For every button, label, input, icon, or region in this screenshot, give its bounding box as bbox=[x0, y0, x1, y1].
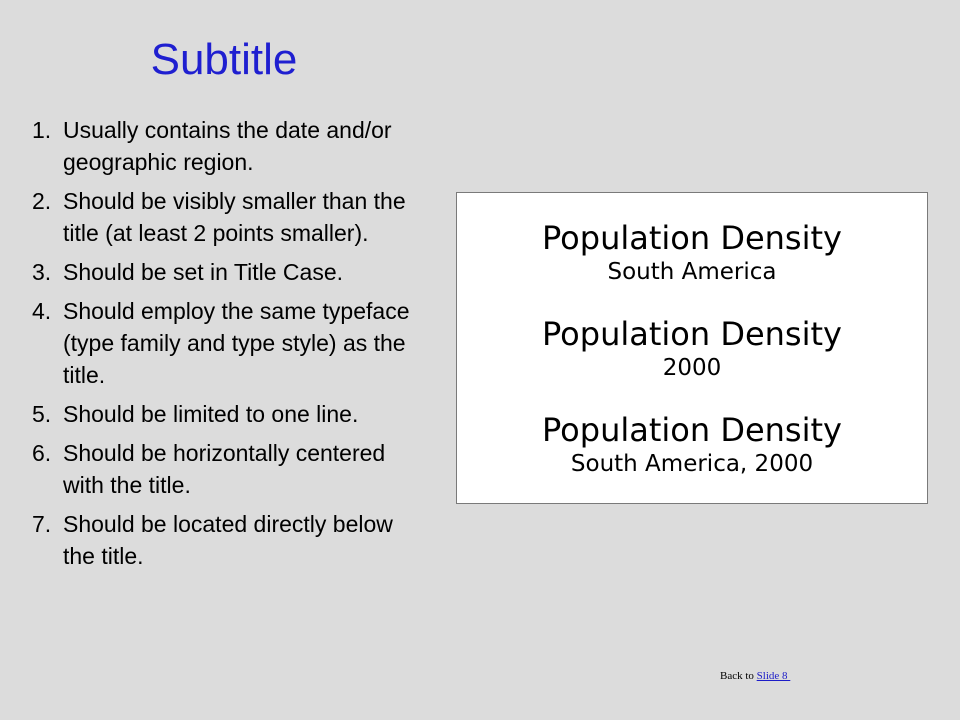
slide-8-link[interactable]: Slide 8 bbox=[756, 670, 791, 682]
back-navigation bbox=[720, 669, 790, 683]
rule-text: Usually contains the date and/or geographic region. bbox=[63, 117, 392, 175]
rule-item bbox=[32, 437, 424, 501]
rule-number: 3. bbox=[32, 259, 52, 285]
rule-item bbox=[32, 508, 424, 572]
subtitle-rules-list bbox=[32, 114, 424, 579]
rule-number: 1. bbox=[32, 117, 52, 143]
rule-number: 4. bbox=[32, 298, 52, 324]
rule-item bbox=[32, 295, 424, 391]
example-block bbox=[457, 411, 927, 479]
rule-number: 2. bbox=[32, 188, 52, 214]
example-title: Population Density bbox=[542, 411, 842, 449]
example-subtitle: South America, 2000 bbox=[570, 451, 814, 477]
rule-text: Should be limited to one line. bbox=[63, 401, 359, 427]
example-title: Population Density bbox=[542, 219, 842, 257]
example-subtitle: 2000 bbox=[662, 355, 722, 381]
rule-item bbox=[32, 256, 424, 288]
rule-item bbox=[32, 185, 424, 249]
rule-item bbox=[32, 398, 424, 430]
rule-text: Should be set in Title Case. bbox=[63, 259, 343, 285]
example-title: Population Density bbox=[542, 315, 842, 353]
rule-text: Should employ the same typeface (type family and type style) as the title. bbox=[63, 298, 410, 388]
rule-text: Should be visibly smaller than the title (at least 2 points smaller). bbox=[63, 188, 406, 246]
example-block bbox=[457, 219, 927, 287]
rule-number: 5. bbox=[32, 401, 52, 427]
back-to-label: Back to bbox=[720, 670, 757, 682]
rule-number: 6. bbox=[32, 440, 52, 466]
example-block bbox=[457, 315, 927, 383]
rule-number: 7. bbox=[32, 511, 52, 537]
example-subtitle: South America bbox=[607, 259, 777, 285]
rule-text: Should be located directly below the title. bbox=[63, 511, 393, 569]
rule-item bbox=[32, 114, 424, 178]
slide-title: Subtitle bbox=[150, 35, 298, 84]
rule-text: Should be horizontally centered with the title. bbox=[63, 440, 386, 498]
examples-panel bbox=[456, 192, 928, 504]
